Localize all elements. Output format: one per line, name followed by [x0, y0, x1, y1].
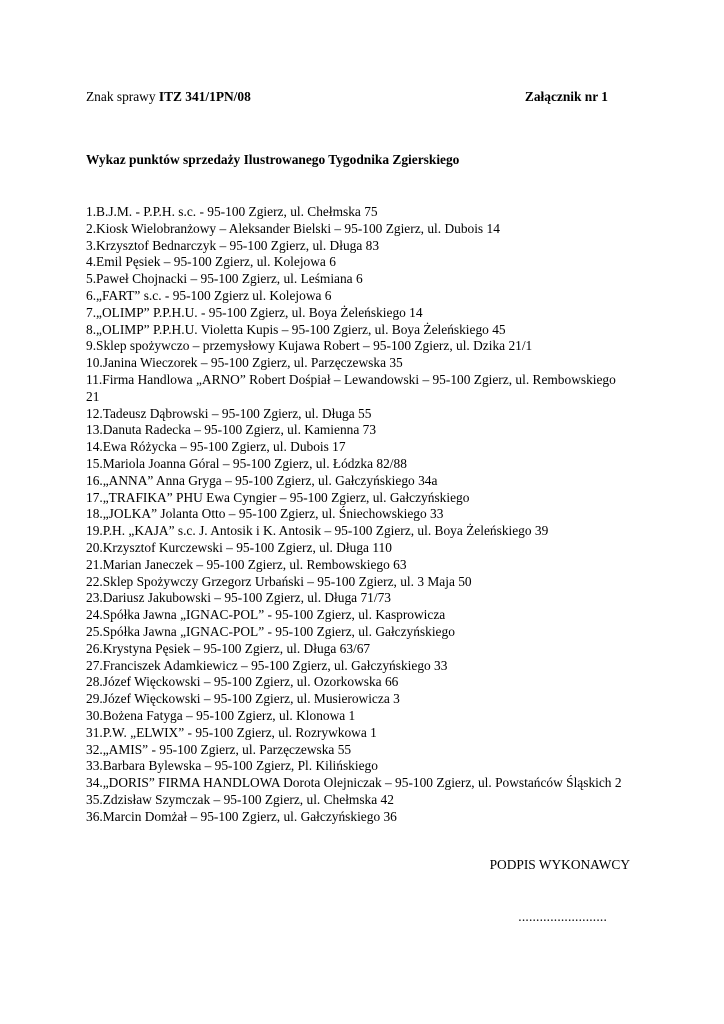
list-item: 27.Franciszek Adamkiewicz – 95-100 Zgierz, ul. Gałczyńskiego 33	[86, 657, 448, 673]
list-item: 20.Krzysztof Kurczewski – 95-100 Zgierz, ul. Długa 110	[86, 539, 392, 555]
document-title: Wykaz punktów sprzedaży Ilustrowanego Tygodnika Zgierskiego	[86, 152, 460, 167]
list-item: 30.Bożena Fatyga – 95-100 Zgierz, ul. Klonowa 1	[86, 707, 356, 723]
list-item: 15.Mariola Joanna Góral – 95-100 Zgierz, ul. Łódzka 82/88	[86, 455, 407, 471]
list-item: 2.Kiosk Wielobranżowy – Aleksander Bielski – 95-100 Zgierz, ul. Dubois 14	[86, 220, 500, 236]
case-number: ITZ 341/1PN/08	[158, 89, 251, 104]
list-item: 8.„OLIMP” P.P.H.U. Violetta Kupis – 95-100 Zgierz, ul. Boya Żeleńskiego 45	[86, 321, 506, 337]
list-item: 22.Sklep Spożywczy Grzegorz Urbański – 95-100 Zgierz, ul. 3 Maja 50	[86, 573, 472, 589]
signature-line: .........................	[518, 909, 607, 924]
list-item: 6.„FART” s.c. - 95-100 Zgierz ul. Kolejowa 6	[86, 287, 332, 303]
list-item: 13.Danuta Radecka – 95-100 Zgierz, ul. Kamienna 73	[86, 422, 377, 438]
list-item: 11.Firma Handlowa „ARNO” Robert Dośpiał – Lewandowski – 95-100 Zgierz, ul. Rembowskiego 21	[86, 371, 616, 404]
case-prefix: Znak sprawy	[86, 89, 159, 104]
list-item: 34.„DORIS” FIRMA HANDLOWA Dorota Olejniczak – 95-100 Zgierz, ul. Powstańców Śląskich 2	[86, 775, 622, 791]
list-item: 14.Ewa Różycka – 95-100 Zgierz, ul. Dubois 17	[86, 439, 346, 455]
list-item: 23.Dariusz Jakubowski – 95-100 Zgierz, ul. Długa 71/73	[86, 590, 391, 606]
list-item: 18.„JOLKA” Jolanta Otto – 95-100 Zgierz, ul. Śniechowskiego 33	[86, 506, 444, 522]
list-item: 19.P.H. „KAJA” s.c. J. Antosik i K. Antosik – 95-100 Zgierz, ul. Boya Żeleńskiego 39	[86, 523, 549, 539]
list-item: 35.Zdzisław Szymczak – 95-100 Zgierz, ul. Chełmska 42	[86, 791, 394, 807]
sales-points-list	[86, 204, 626, 825]
list-item: 21.Marian Janeczek – 95-100 Zgierz, ul. Rembowskiego 63	[86, 556, 407, 572]
list-item: 26.Krystyna Pęsiek – 95-100 Zgierz, ul. Długa 63/67	[86, 640, 371, 656]
attachment-label: Załącznik nr 1	[524, 89, 608, 104]
list-item: 17.„TRAFIKA” PHU Ewa Cyngier – 95-100 Zgierz, ul. Gałczyńskiego	[86, 489, 470, 505]
list-item: 28.Józef Więckowski – 95-100 Zgierz, ul. Ozorkowska 66	[86, 674, 399, 690]
list-item: 31.P.W. „ELWIX” - 95-100 Zgierz, ul. Rozrywkowa 1	[86, 724, 377, 740]
list-item: 29.Józef Więckowski – 95-100 Zgierz, ul. Musierowicza 3	[86, 691, 400, 707]
signature-label: PODPIS WYKONAWCY	[489, 857, 630, 872]
list-item: 16.„ANNA” Anna Gryga – 95-100 Zgierz, ul. Gałczyńskiego 34a	[86, 472, 438, 488]
list-item: 32.„AMIS” - 95-100 Zgierz, ul. Parzęczewska 55	[86, 741, 352, 757]
list-item: 4.Emil Pęsiek – 95-100 Zgierz, ul. Kolejowa 6	[86, 254, 336, 270]
list-item: 5.Paweł Chojnacki – 95-100 Zgierz, ul. Leśmiana 6	[86, 271, 363, 287]
list-item: 24.Spółka Jawna „IGNAC-POL” - 95-100 Zgierz, ul. Kasprowicza	[86, 607, 446, 623]
list-item: 7.„OLIMP” P.P.H.U. - 95-100 Zgierz, ul. Boya Żeleńskiego 14	[86, 304, 423, 320]
list-item: 25.Spółka Jawna „IGNAC-POL” - 95-100 Zgierz, ul. Gałczyńskiego	[86, 623, 455, 639]
list-item: 33.Barbara Bylewska – 95-100 Zgierz, Pl. Kilińskiego	[86, 758, 378, 774]
list-item: 12.Tadeusz Dąbrowski – 95-100 Zgierz, ul. Długa 55	[86, 405, 372, 421]
list-item: 9.Sklep spożywczo – przemysłowy Kujawa Robert – 95-100 Zgierz, ul. Dzika 21/1	[86, 338, 533, 354]
list-item: 3.Krzysztof Bednarczyk – 95-100 Zgierz, ul. Długa 83	[86, 237, 380, 253]
list-item: 10.Janina Wieczorek – 95-100 Zgierz, ul. Parzęczewska 35	[86, 355, 403, 371]
case-reference	[86, 88, 251, 105]
list-item: 1.B.J.M. - P.P.H. s.c. - 95-100 Zgierz, ul. Chełmska 75	[86, 204, 378, 219]
list-item: 36.Marcin Domżał – 95-100 Zgierz, ul. Gałczyńskiego 36	[86, 808, 397, 824]
